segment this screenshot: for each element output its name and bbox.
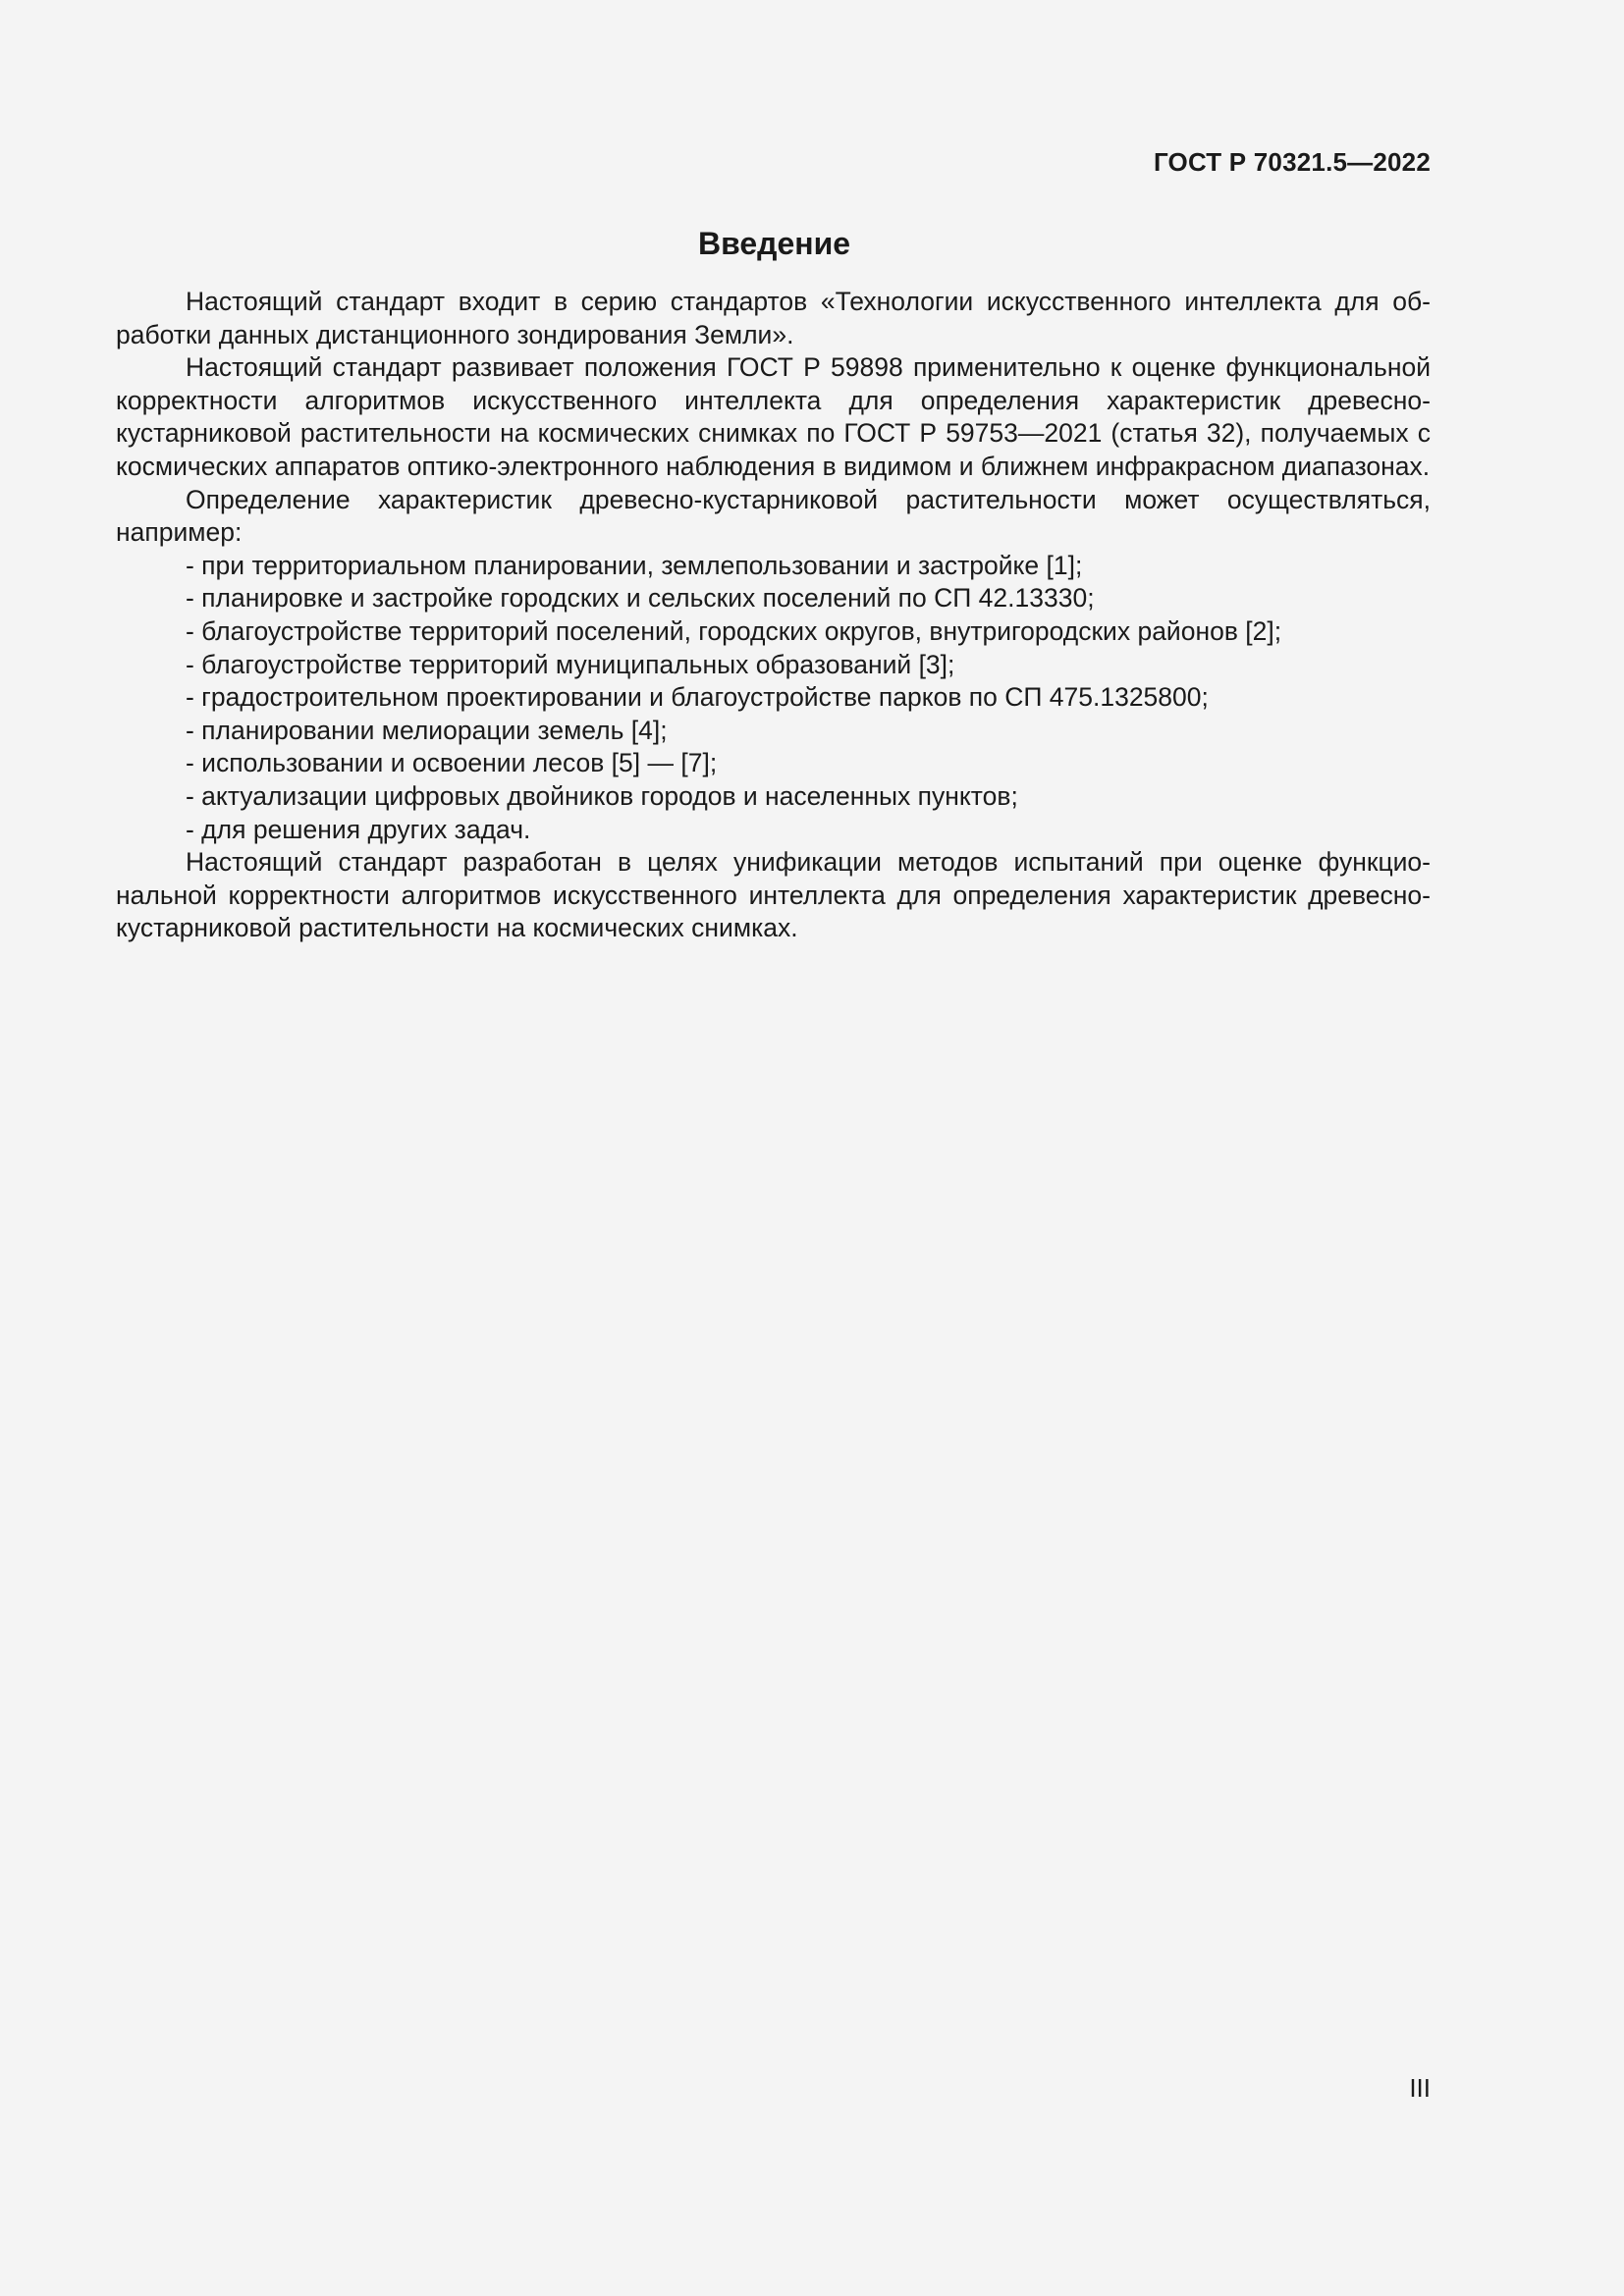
list-item: - при территориальном планировании, землепользовании и застройке [1]; (186, 550, 1083, 580)
list-item: - планировке и застройке городских и сельских поселений по СП 42.13330; (186, 583, 1095, 614)
list-item: - благоустройстве территорий муниципальных образований [3]; (186, 649, 955, 679)
paragraph-scope: Настоящий стандарт развивает положения ГОСТ Р 59898 применительно к оценке функциональной корректности алгоритмов искусственного интеллекта для определения характеристик древесно-кустарниковой растительности на космических снимках по ГОСТ Р 59753—2021 (статья 32), получаемых с космических аппаратов оптико-электронного наблюдения в видимом и ближнем инфракрасном диапазонах. (116, 352, 1431, 481)
paragraph-applications-intro: Определение характеристик древесно-кустарниковой растительности может осуществляться, например: (116, 484, 1431, 548)
list-item: - градостроительном проектировании и благоустройстве парков по СП 475.1325800; (186, 682, 1209, 713)
document-body (116, 286, 1431, 945)
document-code: ГОСТ Р 70321.5—2022 (1153, 147, 1431, 177)
list-item: - актуализации цифровых двойников городов и населенных пунктов; (186, 780, 1018, 811)
list-item: - для решения других задач. (186, 814, 531, 844)
paragraph-series: Настоящий стандарт входит в серию стандартов «Технологии искусственного интеллекта для обработки данных дистанционного зондирования Земли». (116, 287, 1431, 349)
list-item: - благоустройстве территорий поселений, городских округов, внутригородских районов [2]; (186, 615, 1282, 646)
list-item: - использовании и освоении лесов [5] — [7]; (186, 748, 718, 778)
section-title: Введение (697, 226, 851, 261)
page-number: III (1409, 2073, 1431, 2103)
list-item: - планировании мелиорации земель [4]; (186, 715, 668, 745)
paragraph-purpose: Настоящий стандарт разработан в целях унификации методов испытаний при оценке функциональной корректности алгоритмов искусственного интеллекта для определения характеристик древесно-кустарниковой растительности на космических снимках. (116, 847, 1431, 943)
